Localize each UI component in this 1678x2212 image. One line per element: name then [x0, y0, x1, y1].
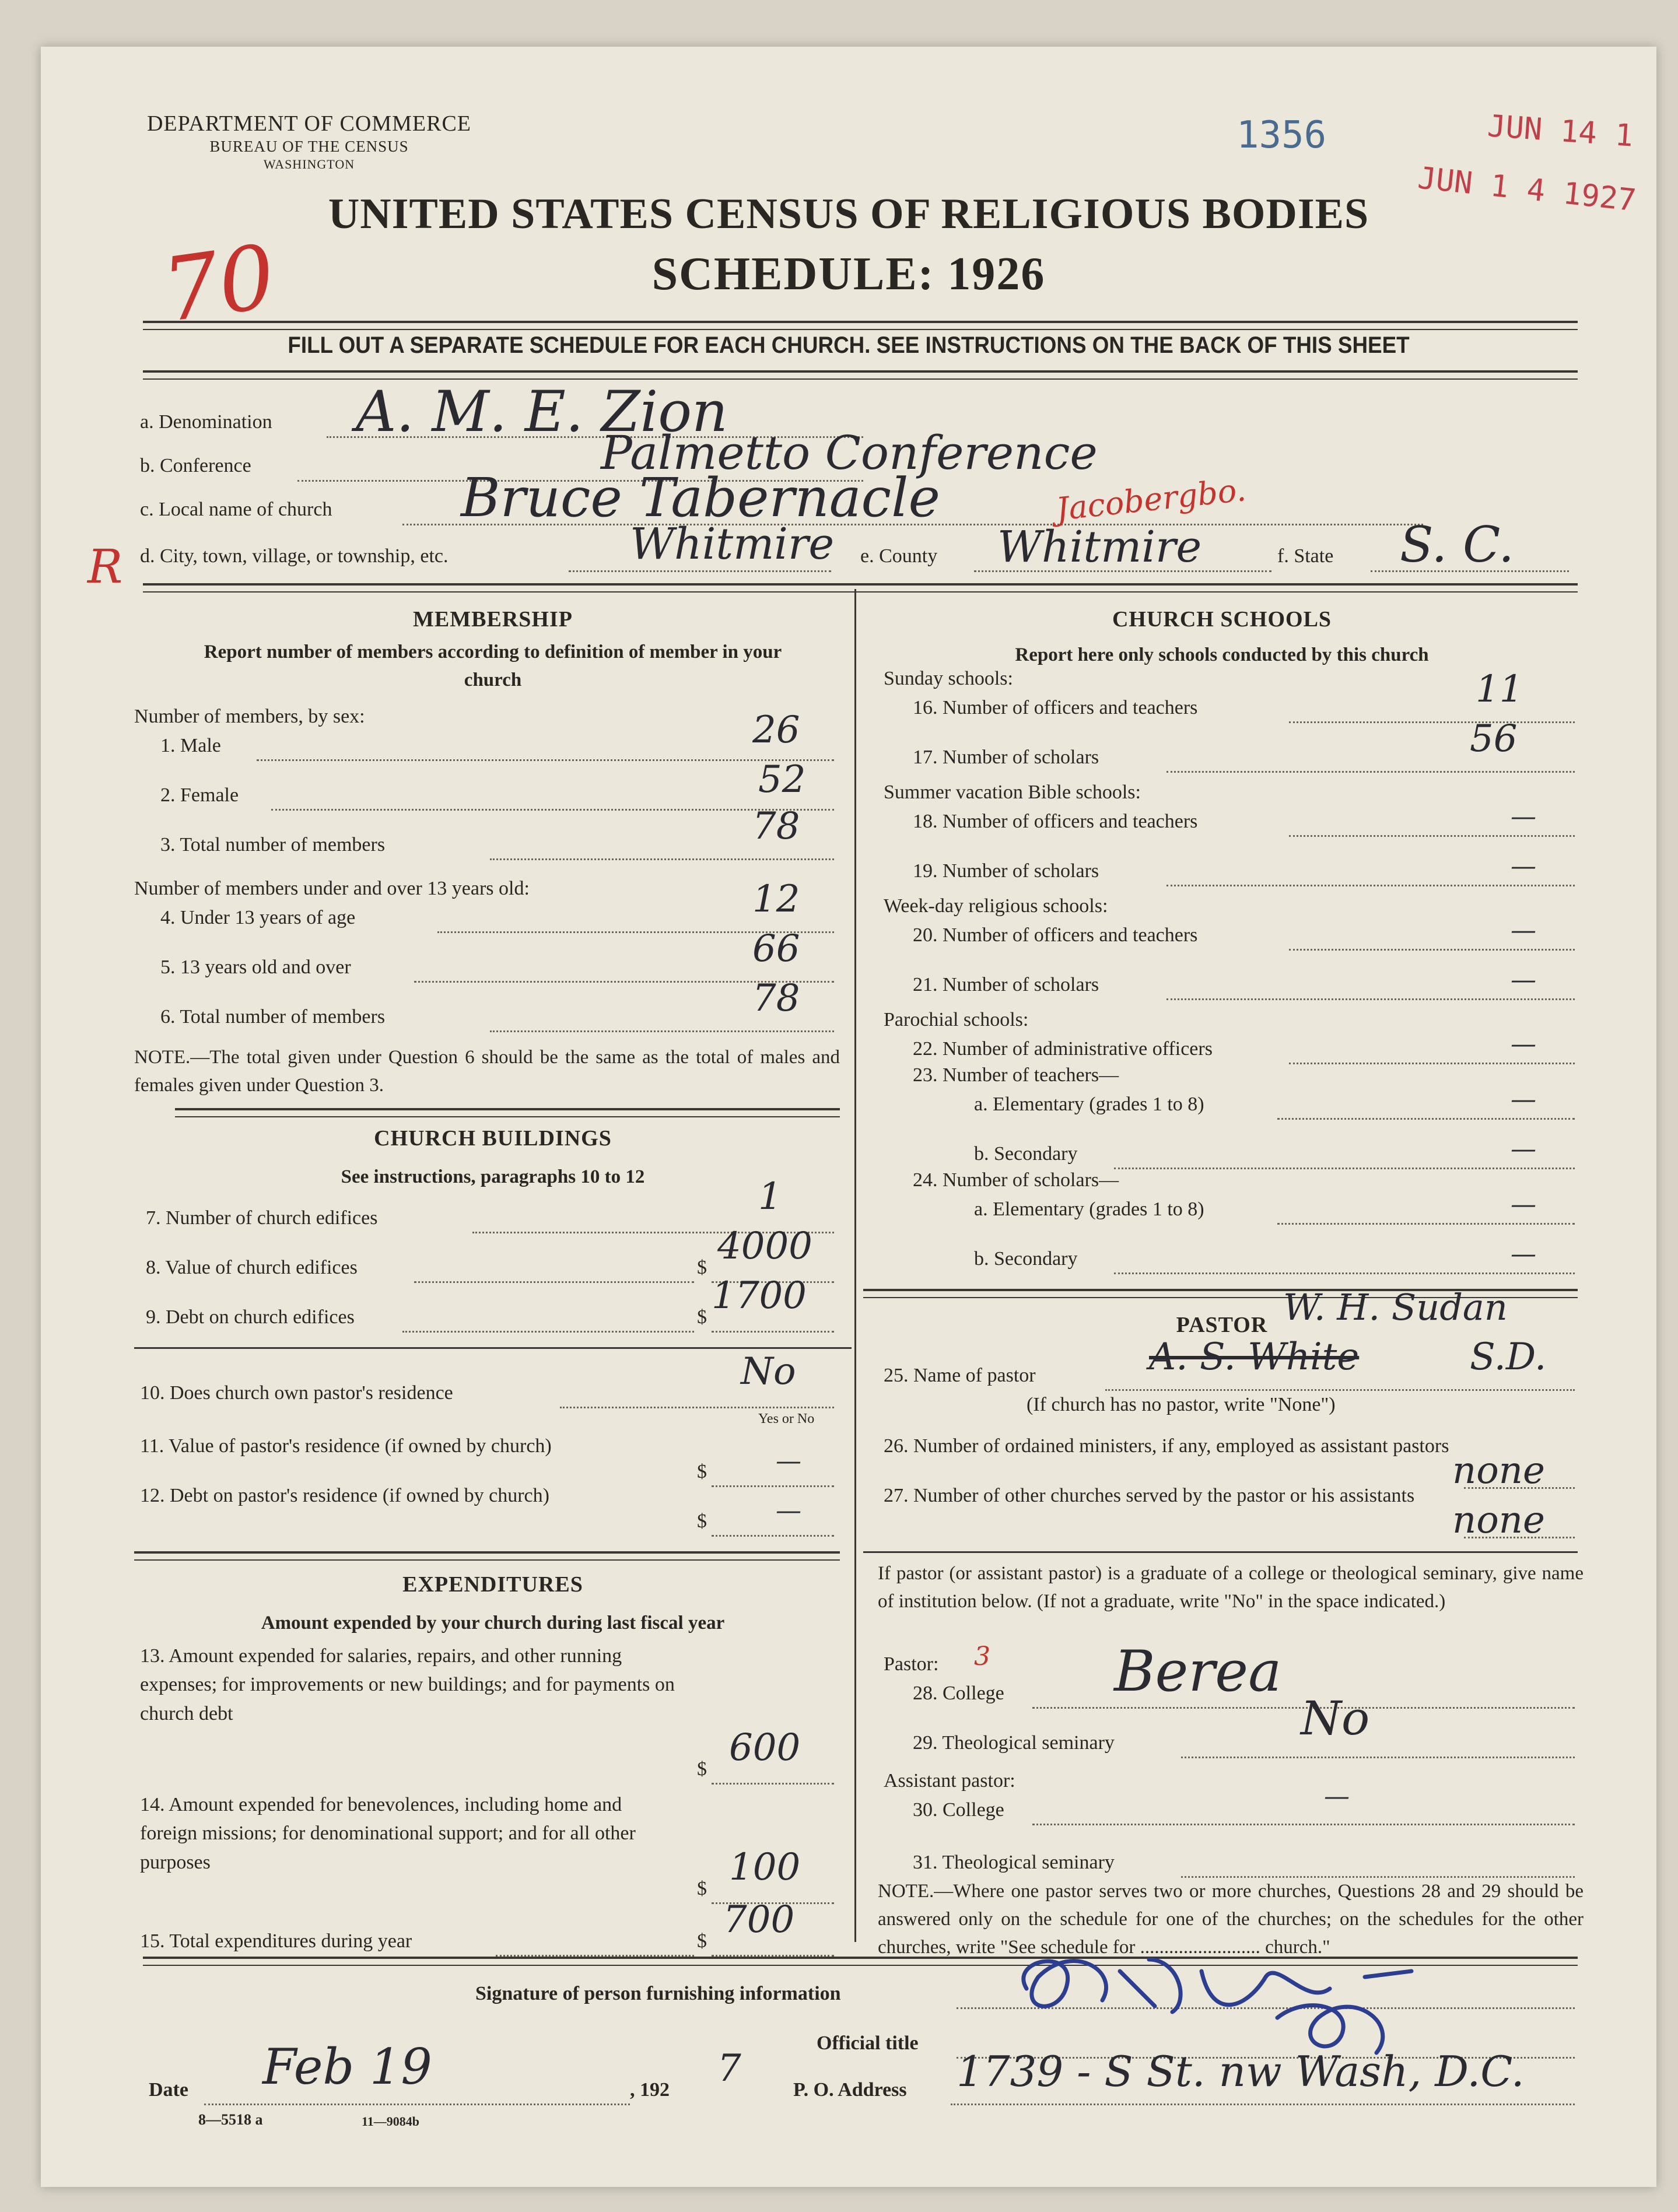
local-name-label: c. Local name of church: [140, 499, 332, 520]
city-name: WASHINGTON: [263, 157, 355, 171]
official-title-label: Official title: [817, 2032, 919, 2054]
q10-owns-residence-value[interactable]: No: [741, 1350, 796, 1393]
q21-label: 21. Number of scholars: [913, 974, 1099, 995]
q18-value[interactable]: —: [1511, 802, 1536, 832]
schools-heading: CHURCH SCHOOLS: [1112, 607, 1332, 632]
q11-label: 11. Value of pastor's residence (if owned by church): [140, 1435, 552, 1457]
fill-out-instruction: FILL OUT A SEPARATE SCHEDULE FOR EACH CHURCH. SEE INSTRUCTIONS ON THE BACK OF THIS SHEET: [288, 332, 1410, 358]
q29-label: 29. Theological seminary: [913, 1732, 1115, 1754]
form-number-1: 8—5518 a: [198, 2111, 263, 2128]
q24b-label: b. Secondary: [974, 1248, 1078, 1270]
q15-total-expenditures-value[interactable]: 700: [723, 1898, 795, 1941]
form-title: UNITED STATES CENSUS OF RELIGIOUS BODIES: [328, 190, 1369, 238]
q10-label: 10. Does church own pastor's residence: [140, 1382, 453, 1404]
q1-male-value[interactable]: 26: [752, 709, 800, 752]
q24a-label: a. Elementary (grades 1 to 8): [974, 1198, 1204, 1220]
q30-label: 30. College: [913, 1799, 1004, 1821]
q24b-line: [1114, 1272, 1575, 1274]
denomination-label: a. Denomination: [140, 411, 272, 433]
q20-line: [1289, 949, 1575, 951]
county-label: e. County: [860, 545, 938, 567]
parochial-schools-label: Parochial schools:: [884, 1009, 1029, 1030]
q4-label: 4. Under 13 years of age: [160, 907, 356, 928]
header-divider-top: [143, 321, 1578, 330]
pastor-subheading: Pastor:: [884, 1653, 939, 1675]
buildings-inner-divider: [134, 1347, 852, 1349]
q14-benevolences-value[interactable]: 100: [729, 1846, 801, 1889]
q18-line: [1289, 835, 1575, 837]
assistant-pastor-subheading: Assistant pastor:: [884, 1770, 1015, 1792]
membership-intro: Report number of members according to definition of member in your church: [204, 641, 782, 690]
q30-line: [1032, 1824, 1575, 1825]
summer-schools-label: Summer vacation Bible schools:: [884, 781, 1141, 803]
handwritten-red-number: 70: [156, 226, 282, 342]
q2-label: 2. Female: [160, 784, 239, 806]
pastor-note: NOTE.—Where one pastor serves two or more churches, Questions 28 and 29 should be answered only on the schedule for one of the churches; on the schedules for the other churches, write "See schedule for ......................... church.": [878, 1881, 1584, 1958]
state-label: f. State: [1277, 545, 1334, 567]
q6-total-value[interactable]: 78: [752, 977, 800, 1020]
q28-college-value[interactable]: Berea: [1114, 1639, 1282, 1704]
q26-label: 26. Number of ordained ministers, if any, employed as assistant pastors: [884, 1435, 1449, 1457]
ident-divider: [143, 583, 1578, 593]
q29-line: [1181, 1757, 1575, 1758]
q7-label: 7. Number of church edifices: [146, 1207, 378, 1229]
q12-label: 12. Debt on pastor's residence (if owned by church): [140, 1485, 549, 1506]
q17-label: 17. Number of scholars: [913, 746, 1099, 768]
q22-label: 22. Number of administrative officers: [913, 1038, 1213, 1060]
q11-amount-line: [712, 1485, 834, 1487]
q27-label: 27. Number of other churches served by the pastor or his assistants: [884, 1485, 1415, 1506]
column-divider: [854, 589, 856, 1942]
q20-value[interactable]: —: [1511, 916, 1536, 945]
department-name: DEPARTMENT OF COMMERCE: [146, 111, 472, 136]
q8-label: 8. Value of church edifices: [146, 1257, 358, 1278]
received-stamp-partial: JUN 14 1: [1486, 108, 1635, 154]
q28-label: 28. College: [913, 1682, 1004, 1704]
q1-line: [257, 759, 834, 761]
pastor-red-mark: 3: [974, 1642, 990, 1671]
q9-amount-line: [712, 1331, 834, 1333]
date-line: [204, 2104, 630, 2105]
q12-amount-line: [712, 1535, 834, 1537]
q13-amount-line: [712, 1783, 834, 1785]
q23-label: 23. Number of teachers—: [913, 1064, 1119, 1086]
state-value[interactable]: S. C.: [1400, 516, 1514, 573]
q8-value-amount[interactable]: 4000: [717, 1225, 812, 1268]
q6-label: 6. Total number of members: [160, 1006, 386, 1028]
q1-label: 1. Male: [160, 735, 221, 756]
q3-label: 3. Total number of members: [160, 834, 386, 856]
conference-label: b. Conference: [140, 455, 251, 476]
year-value[interactable]: 7: [717, 2047, 741, 2090]
q22-line: [1289, 1063, 1575, 1064]
po-address-label: P. O. Address: [793, 2079, 907, 2101]
q27-other-churches-value[interactable]: none: [1452, 1499, 1545, 1542]
members-by-sex-label: Number of members, by sex:: [134, 706, 365, 727]
q9-dollar: $: [697, 1306, 707, 1328]
header-divider-bottom: [143, 370, 1578, 380]
q13-dollar: $: [697, 1758, 707, 1780]
q5-label: 5. 13 years old and over: [160, 956, 351, 978]
membership-note: NOTE.—The total given under Question 6 should be the same as the total of males and females given under Question 3.: [134, 1047, 840, 1096]
q19-value[interactable]: —: [1511, 851, 1536, 881]
local-name-red-annotation: Jacobergbo.: [1054, 471, 1248, 528]
city-value[interactable]: Whitmire: [630, 519, 835, 569]
q21-value[interactable]: —: [1511, 965, 1536, 995]
q25-label: 25. Name of pastor: [884, 1365, 1036, 1386]
q15-dollar: $: [697, 1930, 707, 1952]
census-schedule-sheet: [41, 47, 1656, 2187]
q11-dollar: $: [697, 1461, 707, 1482]
q9-debt-amount[interactable]: 1700: [712, 1274, 807, 1317]
q19-line: [1166, 885, 1575, 886]
q2-line: [271, 809, 834, 811]
q29-seminary-value[interactable]: No: [1301, 1691, 1370, 1745]
q6-line: [490, 1030, 834, 1032]
q14-dollar: $: [697, 1878, 707, 1899]
membership-heading: MEMBERSHIP: [413, 607, 573, 632]
graduate-note: If pastor (or assistant pastor) is a graduate of a college or theological seminary, give name of institution below. (If not a graduate, write "No" in the space indicated.): [878, 1563, 1584, 1612]
q30-college-value[interactable]: —: [1324, 1782, 1350, 1811]
q8-line: [414, 1281, 694, 1283]
po-address-value[interactable]: 1739 - S St. nw Wash, D.C.: [957, 2047, 1525, 2096]
q24b-value[interactable]: —: [1511, 1239, 1536, 1269]
q31-label: 31. Theological seminary: [913, 1852, 1115, 1873]
q23a-line: [1277, 1118, 1575, 1120]
q24-label: 24. Number of scholars—: [913, 1169, 1119, 1191]
q24a-value[interactable]: —: [1511, 1190, 1536, 1219]
date-label: Date: [149, 2079, 188, 2101]
q2-female-value[interactable]: 52: [758, 758, 806, 801]
q20-label: 20. Number of officers and teachers: [913, 924, 1198, 946]
buildings-intro: See instructions, paragraphs 10 to 12: [341, 1166, 645, 1187]
bureau-name: BUREAU OF THE CENSUS: [209, 138, 409, 155]
q23b-line: [1114, 1168, 1575, 1169]
q26-assistant-pastors-value[interactable]: none: [1452, 1449, 1545, 1492]
q22-value[interactable]: —: [1511, 1029, 1536, 1059]
margin-red-mark: R: [87, 539, 123, 594]
expenditures-intro: Amount expended by your church during last fiscal year: [261, 1612, 725, 1633]
city-line: [569, 570, 831, 572]
q13-label: 13. Amount expended for salaries, repairs, and other running expenses; for improvements or new buildings; and for payments on church debt: [140, 1645, 675, 1724]
q23a-label: a. Elementary (grades 1 to 8): [974, 1093, 1204, 1115]
q3-line: [490, 858, 834, 860]
expenditures-heading: EXPENDITURES: [402, 1572, 583, 1597]
q4-under13-value[interactable]: 12: [752, 878, 800, 921]
pastor-heading: PASTOR: [1176, 1313, 1268, 1337]
weekday-schools-label: Week-day religious schools:: [884, 895, 1108, 917]
no-pastor-hint: (If church has no pastor, write "None"): [1027, 1394, 1336, 1415]
local-name-value[interactable]: Bruce Tabernacle: [461, 467, 940, 529]
q7-edifices-value[interactable]: 1: [758, 1175, 782, 1218]
q23a-value[interactable]: —: [1511, 1085, 1536, 1114]
q12-debt-amount[interactable]: —: [776, 1496, 801, 1526]
q5-over13-value[interactable]: 66: [752, 927, 800, 970]
pastor-name-suffix: S.D.: [1470, 1335, 1547, 1379]
q12-dollar: $: [697, 1510, 707, 1532]
q25-line: [1105, 1389, 1575, 1391]
buildings-heading: CHURCH BUILDINGS: [374, 1126, 612, 1151]
q14-label: 14. Amount expended for benevolences, including home and foreign missions; for denominational support; and for all other purposes: [140, 1794, 636, 1873]
date-value[interactable]: Feb 19: [262, 2038, 432, 2095]
yes-or-no-hint: Yes or No: [758, 1411, 815, 1426]
schedule-title: SCHEDULE: 1926: [651, 248, 1046, 300]
department-heading: [146, 111, 472, 172]
pastor-new-name[interactable]: W. H. Sudan: [1283, 1286, 1508, 1328]
q21-line: [1166, 998, 1575, 1000]
q19-label: 19. Number of scholars: [913, 860, 1099, 882]
buildings-divider: [134, 1551, 840, 1561]
county-value[interactable]: Whitmire: [997, 522, 1202, 572]
q18-label: 18. Number of officers and teachers: [913, 811, 1198, 832]
conference-value[interactable]: Palmetto Conference: [601, 426, 1098, 480]
q16-line: [1289, 721, 1575, 723]
city-label: d. City, town, village, or township, etc.: [140, 545, 449, 567]
q16-label: 16. Number of officers and teachers: [913, 697, 1198, 718]
q8-dollar: $: [697, 1257, 707, 1278]
q15-label: 15. Total expenditures during year: [140, 1930, 412, 1952]
schools-intro: Report here only schools conducted by this church: [1015, 644, 1429, 665]
sunday-schools-label: Sunday schools:: [884, 668, 1013, 689]
serial-number: 1356: [1236, 114, 1327, 157]
q23b-value[interactable]: —: [1511, 1134, 1536, 1164]
pastor-original-name[interactable]: A. S. White: [1149, 1335, 1360, 1379]
q13-running-expenses-value[interactable]: 600: [729, 1726, 801, 1769]
q9-line: [402, 1331, 694, 1333]
q24a-line: [1277, 1223, 1575, 1225]
q17-line: [1166, 771, 1575, 773]
membership-divider: [175, 1108, 840, 1117]
received-date-stamp: JUN 1 4 1927: [1416, 160, 1638, 219]
po-address-line: [951, 2104, 1575, 2105]
denomination-value[interactable]: A. M. E. Zion: [356, 379, 728, 444]
year-prefix: , 192: [630, 2079, 670, 2101]
q9-label: 9. Debt on church edifices: [146, 1306, 355, 1328]
q16-officers-teachers-value[interactable]: 11: [1476, 668, 1523, 711]
form-number-2: 11—9084b: [362, 2114, 420, 2129]
pastor-divider: [863, 1551, 1578, 1553]
q23b-label: b. Secondary: [974, 1143, 1078, 1165]
q10-line: [560, 1407, 834, 1408]
q11-value-amount[interactable]: —: [776, 1446, 801, 1476]
q17-scholars-value[interactable]: 56: [1470, 717, 1518, 760]
q3-total-value[interactable]: 78: [752, 805, 800, 848]
under-over-label: Number of members under and over 13 years old:: [134, 878, 530, 899]
signature-label: Signature of person furnishing information: [475, 1983, 841, 2004]
